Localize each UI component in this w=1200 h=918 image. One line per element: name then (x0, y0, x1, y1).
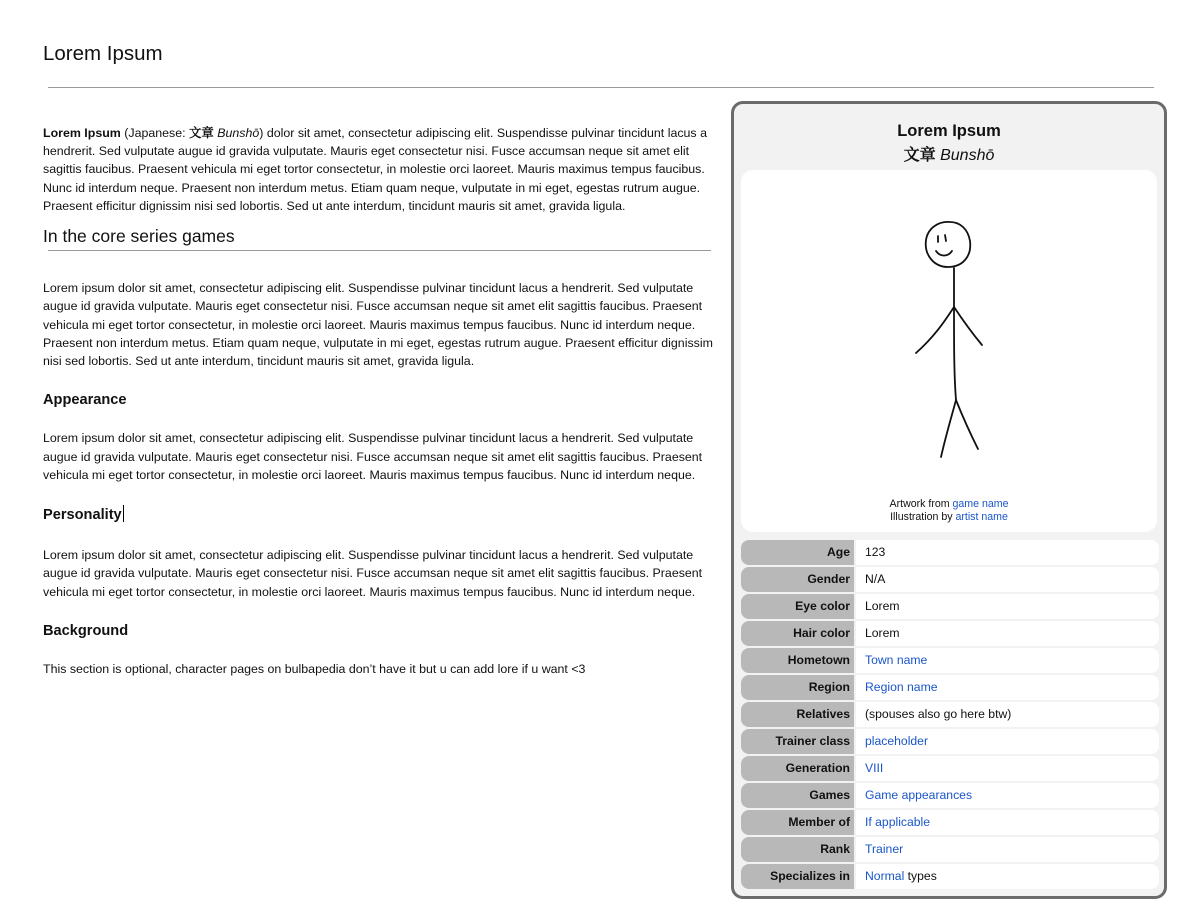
artwork-prefix: Artwork from (889, 498, 953, 510)
stick-figure-icon (906, 215, 996, 465)
article-content (43, 124, 713, 678)
infobox-japanese-name (734, 142, 1164, 165)
text-cursor (123, 505, 124, 522)
infobox-row-games (741, 783, 1159, 808)
rank-label: Rank (741, 837, 854, 862)
infobox-row-region (741, 675, 1159, 700)
infobox-row-age (741, 540, 1159, 565)
section-heading-appearance: Appearance (43, 392, 127, 409)
infobox-row-member-of (741, 810, 1159, 835)
game-name-link[interactable]: game name (952, 498, 1009, 510)
region-value (856, 675, 1159, 700)
games-value (856, 783, 1159, 808)
page-title: Lorem Ipsum (43, 42, 163, 65)
rank-link[interactable]: Trainer (865, 842, 904, 856)
section-text-personality: Lorem ipsum dolor sit amet, consectetur adipiscing elit. Suspendisse pulvinar tincidunt lacus a hendrerit. Sed vulputate augue id gravida vulputate. Mauris eget consectetur nisi. Fusce accumsan neque sit amet elit sagittis faucibus. Praesent vehicula mi eget tortor consectetur, in molestie orci laoreet. Mauris maximus tempus faucibus. Nunc id interdum neque. (43, 548, 703, 599)
section-text-appearance: Lorem ipsum dolor sit amet, consectetur adipiscing elit. Suspendisse pulvinar tincidunt lacus a hendrerit. Sed vulputate augue id gravida vulputate. Mauris eget consectetur nisi. Fusce accumsan neque sit amet elit sagittis faucibus. Praesent vehicula mi eget tortor consectetur, in molestie orci laoreet. Mauris maximus tempus faucibus. Nunc id interdum neque. (43, 431, 703, 482)
trainer-class-value (856, 729, 1159, 754)
section-text-core: Lorem ipsum dolor sit amet, consectetur adipiscing elit. Suspendisse pulvinar tincidunt lacus a hendrerit. Sed vulputate augue id gravida vulputate. Mauris eget consectetur nisi. Fusce accumsan neque sit amet elit sagittis faucibus. Praesent vehicula mi eget tortor consectetur, in molestie orci laoreet. Mauris maximus tempus faucibus. Nunc id interdum neque. Praesent non interdum metus. Etiam quam neque, vulputate in mi eget, egestas rutrum augue. Praesent efficitur dignissim nisi sed lobortis. Sed ut ante interdum, tincidunt mauris sit amet, gravida ligula. (43, 281, 713, 369)
trainer-class-link[interactable]: placeholder (865, 734, 929, 748)
gender-value: N/A (856, 567, 1159, 592)
intro-paragraph (43, 124, 713, 215)
intro-rest: ) dolor sit amet, consectetur adipiscing elit. Suspendisse pulvinar tincidunt lacus a hendrerit. Sed vulputate augue id gravida vulputate. Mauris eget consectetur nisi. Fusce accumsan neque sit amet elit sagittis faucibus. Praesent vehicula mi eget tortor consectetur, in molestie orci laoreet. Mauris maximus tempus faucibus. Nunc id interdum neque. Praesent non interdum metus. Etiam quam neque, vulputate in mi eget, egestas rutrum augue. Praesent efficitur dignissim nisi sed lobortis. Sed ut ante interdum, tincidunt mauris sit amet, gravida ligula. (43, 126, 707, 213)
title-divider (48, 87, 1154, 88)
region-link[interactable]: Region name (865, 680, 938, 694)
personality-heading-text: Personality (43, 507, 122, 524)
infobox-row-eye-color (741, 594, 1159, 619)
intro-kanji: 文章 (189, 126, 214, 140)
specializes-in-value (856, 864, 1159, 889)
infobox-row-trainer-class (741, 729, 1159, 754)
age-label: Age (741, 540, 854, 565)
infobox-row-gender (741, 567, 1159, 592)
member-of-link[interactable]: If applicable (865, 815, 931, 829)
hair-color-value: Lorem (856, 621, 1159, 646)
character-infobox (731, 101, 1167, 899)
member-of-value (856, 810, 1159, 835)
intro-bold-name: Lorem Ipsum (43, 126, 121, 140)
hometown-link[interactable]: Town name (865, 653, 928, 667)
relatives-label: Relatives (741, 702, 854, 727)
section-divider-core (48, 250, 711, 251)
gender-label: Gender (741, 567, 854, 592)
section-text-background: This section is optional, character pages on bulbapedia don’t have it but u can add lore if u want <3 (43, 662, 586, 677)
generation-value (856, 756, 1159, 781)
trainer-class-label: Trainer class (741, 729, 854, 754)
infobox-row-generation (741, 756, 1159, 781)
artwork-credit (741, 498, 1157, 511)
intro-romaji: Bunshō (217, 126, 260, 140)
artist-name-link[interactable]: artist name (955, 511, 1008, 524)
infobox-romaji: Bunshō (940, 147, 995, 164)
normal-type-link[interactable]: Normal (865, 869, 905, 883)
region-label: Region (741, 675, 854, 700)
generation-link[interactable]: VIII (865, 761, 884, 775)
generation-label: Generation (741, 756, 854, 781)
section-heading-core: In the core series games (43, 226, 235, 247)
infobox-rows (741, 540, 1159, 891)
image-caption (741, 498, 1157, 525)
infobox-row-relatives (741, 702, 1159, 727)
infobox-row-hometown (741, 648, 1159, 673)
section-heading-personality (43, 505, 713, 524)
illustration-credit (741, 511, 1157, 524)
eye-color-value: Lorem (856, 594, 1159, 619)
rank-value (856, 837, 1159, 862)
section-heading-background: Background (43, 622, 129, 639)
character-image (741, 170, 1157, 532)
infobox-name: Lorem Ipsum (897, 122, 1001, 140)
infobox-row-specializes-in (741, 864, 1159, 889)
age-value: 123 (856, 540, 1159, 565)
infobox-kanji: 文章 (903, 147, 936, 164)
intro-japanese-prefix: (Japanese: (120, 126, 190, 140)
games-link[interactable]: Game appearances (865, 788, 973, 802)
hometown-label: Hometown (741, 648, 854, 673)
hair-color-label: Hair color (741, 621, 854, 646)
member-of-label: Member of (741, 810, 854, 835)
infobox-row-rank (741, 837, 1159, 862)
infobox-row-hair-color (741, 621, 1159, 646)
illustration-prefix: Illustration by (890, 511, 956, 524)
specializes-in-label: Specializes in (741, 864, 854, 889)
relatives-value: (spouses also go here btw) (856, 702, 1159, 727)
eye-color-label: Eye color (741, 594, 854, 619)
hometown-value (856, 648, 1159, 673)
games-label: Games (741, 783, 854, 808)
specializes-in-suffix: types (904, 869, 937, 883)
